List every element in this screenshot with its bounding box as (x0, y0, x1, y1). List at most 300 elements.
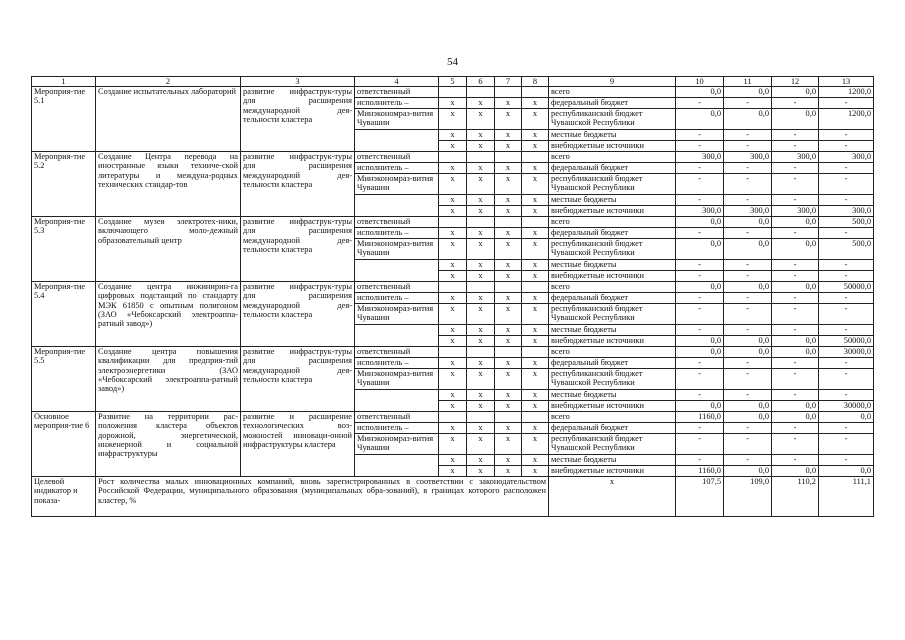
value-cell: - (724, 130, 772, 141)
x-mark: x (522, 358, 549, 369)
value-cell: 0,0 (676, 282, 724, 293)
x-mark: x (439, 304, 467, 325)
source-label: федеральный бюджет (549, 358, 676, 369)
value-cell: - (676, 423, 724, 434)
value-cell: 300,0 (772, 152, 819, 163)
value-cell: - (772, 434, 819, 455)
x-mark: x (439, 434, 467, 455)
value-cell: 0,0 (724, 347, 772, 358)
value-cell: - (819, 195, 874, 206)
value-cell: 0,0 (819, 466, 874, 477)
indicator-value: 111,1 (819, 477, 874, 517)
value-cell: 0,0 (676, 336, 724, 347)
value-cell: - (772, 325, 819, 336)
value-cell: 0,0 (772, 336, 819, 347)
x-mark: x (495, 271, 522, 282)
x-mark: x (522, 206, 549, 217)
x-mark: x (439, 325, 467, 336)
x-mark: x (522, 109, 549, 130)
value-cell: 0,0 (724, 466, 772, 477)
value-cell: 300,0 (724, 206, 772, 217)
value-cell: - (819, 390, 874, 401)
value-cell: - (772, 174, 819, 195)
x-mark: x (467, 228, 495, 239)
x-mark: x (522, 466, 549, 477)
x-mark: x (522, 260, 549, 271)
x-mark: x (467, 109, 495, 130)
x-mark: x (495, 304, 522, 325)
source-label: внебюджетные источники (549, 141, 676, 152)
empty-cell (522, 217, 549, 228)
column-number: 2 (96, 77, 241, 87)
empty-cell (522, 152, 549, 163)
source-label: местные бюджеты (549, 260, 676, 271)
indicator-value: 110,2 (772, 477, 819, 517)
x-mark: x (522, 336, 549, 347)
value-cell: 0,0 (724, 282, 772, 293)
value-cell: 0,0 (676, 109, 724, 130)
value-cell: - (819, 304, 874, 325)
table-row (32, 347, 874, 358)
source-label: федеральный бюджет (549, 163, 676, 174)
executor-label: исполнитель – (355, 423, 439, 434)
empty-cell (495, 282, 522, 293)
responsible-label: ответственный (355, 412, 439, 423)
value-cell: 50000,0 (819, 336, 874, 347)
value-cell: - (676, 228, 724, 239)
value-cell: - (772, 141, 819, 152)
empty-cell (439, 347, 467, 358)
value-cell: - (819, 141, 874, 152)
value-cell: - (676, 369, 724, 390)
empty-cell (495, 87, 522, 98)
column-number: 9 (549, 77, 676, 87)
x-mark: x (439, 141, 467, 152)
x-mark: x (467, 141, 495, 152)
value-cell: - (724, 423, 772, 434)
executor-org: Минэкономраз-вития Чувашии (355, 369, 439, 390)
activity-label: Основное мероприя-тие 6 (32, 412, 96, 477)
x-mark: x (522, 390, 549, 401)
source-label: всего (549, 152, 676, 163)
source-label: республиканский бюджет Чувашской Республики (549, 109, 676, 130)
value-cell: - (724, 358, 772, 369)
column-number: 3 (241, 77, 355, 87)
x-mark: x (495, 466, 522, 477)
activity-name: Развитие на территории рас-положения кластера объектов дорожной, энергетической, инженерной и социальной инфраструктуры (96, 412, 241, 477)
empty-cell (467, 152, 495, 163)
empty-cell (355, 325, 439, 347)
empty-cell (355, 130, 439, 152)
x-mark: x (495, 336, 522, 347)
value-cell: 0,0 (724, 109, 772, 130)
value-cell: 1200,0 (819, 109, 874, 130)
x-mark: x (495, 98, 522, 109)
x-mark: x (522, 228, 549, 239)
x-mark: x (439, 271, 467, 282)
value-cell: - (819, 163, 874, 174)
value-cell: - (724, 98, 772, 109)
x-mark: x (467, 336, 495, 347)
x-mark: x (439, 358, 467, 369)
activity-direction: развитие инфраструк-туры для расширения международной дея-тельности кластера (241, 347, 355, 412)
x-mark: x (495, 260, 522, 271)
x-mark: x (467, 271, 495, 282)
value-cell: - (772, 195, 819, 206)
value-cell: 0,0 (772, 466, 819, 477)
value-cell: 0,0 (724, 87, 772, 98)
x-mark: x (467, 455, 495, 466)
indicator-value: 107,5 (676, 477, 724, 517)
executor-org: Минэкономраз-вития Чувашии (355, 109, 439, 130)
empty-cell (495, 412, 522, 423)
value-cell: 0,0 (676, 239, 724, 260)
value-cell: 300,0 (724, 152, 772, 163)
value-cell: - (676, 390, 724, 401)
x-mark: x (467, 401, 495, 412)
activity-name: Создание испытательных лабораторий (96, 87, 241, 152)
value-cell: - (724, 163, 772, 174)
empty-cell (439, 412, 467, 423)
value-cell: 300,0 (676, 206, 724, 217)
value-cell: - (724, 455, 772, 466)
value-cell: - (676, 271, 724, 282)
column-number: 7 (495, 77, 522, 87)
x-mark: x (495, 163, 522, 174)
x-mark: x (467, 98, 495, 109)
x-mark: x (439, 130, 467, 141)
empty-cell (467, 412, 495, 423)
empty-cell (439, 87, 467, 98)
source-label: местные бюджеты (549, 130, 676, 141)
value-cell: - (724, 228, 772, 239)
value-cell: 0,0 (772, 239, 819, 260)
value-cell: 30000,0 (819, 347, 874, 358)
activity-name: Создание музея электротех-ники, включающего моло-дежный образовательный центр (96, 217, 241, 282)
value-cell: 0,0 (724, 239, 772, 260)
x-mark: x (495, 141, 522, 152)
value-cell: 300,0 (772, 206, 819, 217)
activity-direction: развитие инфраструк-туры для расширения международной дея-тельности кластера (241, 282, 355, 347)
value-cell: - (772, 260, 819, 271)
x-mark: x (467, 163, 495, 174)
x-mark: x (522, 434, 549, 455)
value-cell: - (724, 260, 772, 271)
x-mark: x (467, 130, 495, 141)
value-cell: 300,0 (819, 206, 874, 217)
x-mark: x (439, 195, 467, 206)
table-row (32, 217, 874, 228)
activity-name: Создание Центра перевода на иностранные языки техниче-ской литературы и междуна-родных технических стандар-тов (96, 152, 241, 217)
x-mark: x (522, 141, 549, 152)
value-cell: - (772, 271, 819, 282)
x-mark: x (439, 401, 467, 412)
x-mark: x (467, 304, 495, 325)
table-row (32, 282, 874, 293)
value-cell: - (676, 98, 724, 109)
value-cell: - (724, 390, 772, 401)
x-mark: x (495, 401, 522, 412)
source-label: республиканский бюджет Чувашской Республики (549, 434, 676, 455)
activity-direction: развитие и расширение технологических воз-можностей инноваци-онной инфраструктуры кластера (241, 412, 355, 477)
value-cell: - (724, 271, 772, 282)
value-cell: - (772, 369, 819, 390)
x-mark: x (439, 455, 467, 466)
x-mark: x (495, 195, 522, 206)
x-mark: x (495, 369, 522, 390)
empty-cell (355, 455, 439, 477)
empty-cell (495, 152, 522, 163)
empty-cell (495, 347, 522, 358)
empty-cell (355, 260, 439, 282)
value-cell: - (724, 304, 772, 325)
x-mark: x (439, 109, 467, 130)
x-mark: x (467, 390, 495, 401)
value-cell: 0,0 (724, 401, 772, 412)
value-cell: - (676, 130, 724, 141)
empty-cell (522, 87, 549, 98)
source-label: всего (549, 412, 676, 423)
value-cell: 0,0 (724, 412, 772, 423)
x-mark: x (522, 271, 549, 282)
value-cell: 0,0 (819, 412, 874, 423)
x-mark: x (522, 401, 549, 412)
value-cell: - (724, 434, 772, 455)
x-mark: x (439, 239, 467, 260)
source-label: внебюджетные источники (549, 401, 676, 412)
value-cell: - (772, 163, 819, 174)
x-mark: x (522, 174, 549, 195)
column-number: 10 (676, 77, 724, 87)
value-cell: - (676, 260, 724, 271)
source-label: республиканский бюджет Чувашской Республики (549, 304, 676, 325)
executor-org: Минэкономраз-вития Чувашии (355, 239, 439, 260)
x-mark: x (439, 228, 467, 239)
indicator-text: Рост количества малых инновационных компаний, вновь зарегистрированных в соответствии с законодательством Российской Федерации, муниципального образования (муниципальных обра-зований), в границах которого расположен кластер, % (96, 477, 549, 517)
x-mark: x (495, 390, 522, 401)
source-label: местные бюджеты (549, 390, 676, 401)
x-mark: x (522, 455, 549, 466)
x-mark: x (495, 293, 522, 304)
value-cell: - (819, 423, 874, 434)
financing-table (31, 76, 874, 517)
column-number: 1 (32, 77, 96, 87)
value-cell: - (819, 174, 874, 195)
value-cell: - (676, 358, 724, 369)
responsible-label: ответственный (355, 217, 439, 228)
source-label: местные бюджеты (549, 325, 676, 336)
value-cell: - (676, 455, 724, 466)
value-cell: - (724, 174, 772, 195)
x-mark: x (439, 260, 467, 271)
source-label: внебюджетные источники (549, 206, 676, 217)
empty-cell (495, 217, 522, 228)
value-cell: 0,0 (772, 87, 819, 98)
x-mark: x (522, 130, 549, 141)
page-number: 54 (447, 56, 458, 68)
x-mark: x (495, 423, 522, 434)
value-cell: - (819, 369, 874, 390)
x-mark: x (522, 369, 549, 390)
indicator-value: 109,0 (724, 477, 772, 517)
source-label: местные бюджеты (549, 195, 676, 206)
source-label: федеральный бюджет (549, 293, 676, 304)
empty-cell (439, 152, 467, 163)
activity-label: Мероприя-тие 5.1 (32, 87, 96, 152)
indicator-row (32, 477, 874, 517)
executor-label: исполнитель – (355, 228, 439, 239)
activity-direction: развитие инфраструк-туры для расширения международной дея-тельности кластера (241, 87, 355, 152)
source-label: республиканский бюджет Чувашской Республики (549, 174, 676, 195)
empty-cell (439, 282, 467, 293)
executor-label: исполнитель – (355, 163, 439, 174)
value-cell: - (819, 98, 874, 109)
value-cell: 0,0 (724, 217, 772, 228)
indicator-label: Целевой индикатор и показа- (32, 477, 96, 517)
empty-cell (467, 347, 495, 358)
source-label: всего (549, 217, 676, 228)
empty-cell (467, 87, 495, 98)
activity-label: Мероприя-тие 5.2 (32, 152, 96, 217)
value-cell: - (819, 271, 874, 282)
x-mark: x (467, 358, 495, 369)
empty-cell (439, 217, 467, 228)
value-cell: 0,0 (676, 87, 724, 98)
x-mark: x (439, 336, 467, 347)
empty-cell (467, 282, 495, 293)
x-mark: x (495, 109, 522, 130)
x-mark: x (495, 174, 522, 195)
value-cell: 0,0 (772, 401, 819, 412)
x-mark: x (522, 293, 549, 304)
value-cell: - (724, 325, 772, 336)
value-cell: 0,0 (772, 412, 819, 423)
value-cell: 500,0 (819, 217, 874, 228)
value-cell: 50000,0 (819, 282, 874, 293)
x-mark: x (439, 174, 467, 195)
x-mark: x (467, 423, 495, 434)
responsible-label: ответственный (355, 87, 439, 98)
empty-cell (522, 412, 549, 423)
x-mark: x (467, 206, 495, 217)
value-cell: - (772, 228, 819, 239)
column-number: 8 (522, 77, 549, 87)
column-number: 6 (467, 77, 495, 87)
value-cell: - (676, 434, 724, 455)
x-mark: x (439, 390, 467, 401)
value-cell: 1160,0 (676, 412, 724, 423)
x-mark: x (439, 293, 467, 304)
value-cell: - (772, 98, 819, 109)
value-cell: - (772, 304, 819, 325)
activity-direction: развитие инфраструк-туры для расширения международной дея-тельности кластера (241, 152, 355, 217)
x-mark: x (467, 434, 495, 455)
x-mark: x (549, 477, 676, 517)
source-label: всего (549, 87, 676, 98)
value-cell: 0,0 (772, 109, 819, 130)
responsible-label: ответственный (355, 152, 439, 163)
activity-label: Мероприя-тие 5.5 (32, 347, 96, 412)
empty-cell (522, 347, 549, 358)
x-mark: x (495, 325, 522, 336)
column-number-row (32, 77, 874, 87)
source-label: внебюджетные источники (549, 271, 676, 282)
value-cell: - (819, 325, 874, 336)
activity-direction: развитие инфраструк-туры для расширения международной дея-тельности кластера (241, 217, 355, 282)
x-mark: x (467, 293, 495, 304)
value-cell: - (819, 130, 874, 141)
source-label: внебюджетные источники (549, 466, 676, 477)
table-row (32, 152, 874, 163)
value-cell: - (724, 293, 772, 304)
value-cell: 1200,0 (819, 87, 874, 98)
activity-name: Создание центра повышения квалификации для предприя-тий электроэнергетики (ЗАО «Чебоксарский электроаппа-ратный завод») (96, 347, 241, 412)
source-label: местные бюджеты (549, 455, 676, 466)
table-row (32, 87, 874, 98)
x-mark: x (522, 195, 549, 206)
value-cell: - (772, 130, 819, 141)
value-cell: - (676, 141, 724, 152)
executor-label: исполнитель – (355, 98, 439, 109)
x-mark: x (467, 369, 495, 390)
value-cell: - (772, 423, 819, 434)
column-number: 5 (439, 77, 467, 87)
column-number: 13 (819, 77, 874, 87)
value-cell: - (676, 195, 724, 206)
value-cell: 0,0 (676, 347, 724, 358)
empty-cell (467, 217, 495, 228)
value-cell: - (772, 293, 819, 304)
executor-org: Минэкономраз-вития Чувашии (355, 434, 439, 455)
column-number: 11 (724, 77, 772, 87)
value-cell: - (772, 390, 819, 401)
value-cell: 1160,0 (676, 466, 724, 477)
x-mark: x (467, 466, 495, 477)
x-mark: x (495, 228, 522, 239)
executor-label: исполнитель – (355, 293, 439, 304)
executor-org: Минэкономраз-вития Чувашии (355, 174, 439, 195)
source-label: федеральный бюджет (549, 423, 676, 434)
activity-label: Мероприя-тие 5.3 (32, 217, 96, 282)
activity-name: Создание центра инжинирин-га цифровых подстанций по стандарту МЭК 61850 с опытным полигоном (ЗАО «Чебоксарский электроаппа-ратный завод») (96, 282, 241, 347)
x-mark: x (495, 358, 522, 369)
source-label: федеральный бюджет (549, 98, 676, 109)
x-mark: x (522, 423, 549, 434)
executor-org: Минэкономраз-вития Чувашии (355, 304, 439, 325)
table-body (32, 77, 874, 517)
responsible-label: ответственный (355, 282, 439, 293)
value-cell: - (724, 195, 772, 206)
x-mark: x (495, 455, 522, 466)
source-label: всего (549, 347, 676, 358)
empty-cell (355, 390, 439, 412)
source-label: всего (549, 282, 676, 293)
x-mark: x (495, 130, 522, 141)
value-cell: - (676, 293, 724, 304)
x-mark: x (495, 206, 522, 217)
x-mark: x (467, 195, 495, 206)
x-mark: x (439, 423, 467, 434)
source-label: республиканский бюджет Чувашской Республики (549, 239, 676, 260)
source-label: внебюджетные источники (549, 336, 676, 347)
x-mark: x (439, 98, 467, 109)
source-label: республиканский бюджет Чувашской Республики (549, 369, 676, 390)
x-mark: x (467, 239, 495, 260)
column-number: 12 (772, 77, 819, 87)
value-cell: 30000,0 (819, 401, 874, 412)
x-mark: x (467, 174, 495, 195)
value-cell: - (676, 325, 724, 336)
